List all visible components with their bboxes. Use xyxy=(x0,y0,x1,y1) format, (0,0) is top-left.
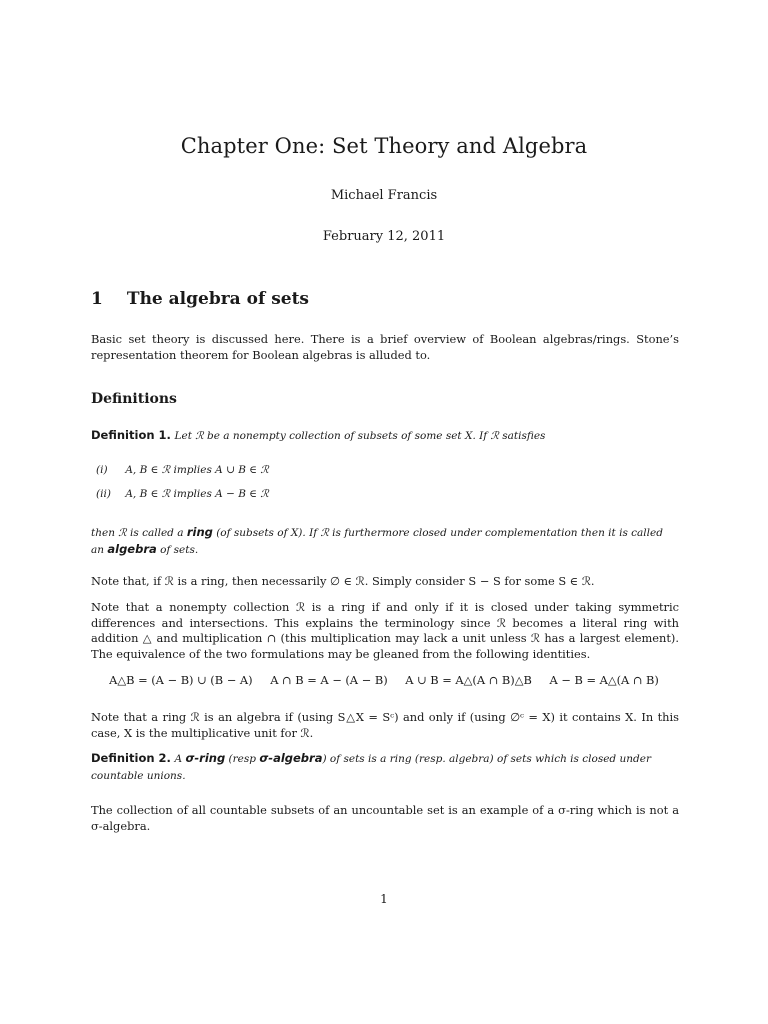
identity: A − B = A△(A ∩ B) xyxy=(549,673,659,687)
author-name: Michael Francis xyxy=(330,188,438,203)
definition-2-label: Definition 2. xyxy=(91,751,171,765)
intro-paragraph: Basic set theory is discussed here. There is a brief overview of Boolean algebras/rings. Stone’s representation theorem for Boolean algebras is alluded to. xyxy=(91,332,679,362)
definition-1 xyxy=(91,428,679,445)
document-title: Chapter One: Set Theory and Algebra xyxy=(180,134,588,158)
term-sigma-ring: σ-ring xyxy=(185,751,226,765)
note-algebra-unit: Note that a ring ℛ is an algebra if (using S△X = Sᶜ) and only if (using ∅ᶜ = X) it contains X. In this case, X is the multiplicative unit for ℛ. xyxy=(91,710,679,740)
section-heading xyxy=(91,289,309,309)
note-ring-equivalence: Note that a nonempty collection ℛ is a ring if and only if it is closed under taking symmetric differences and intersections. This explains the terminology since ℛ becomes a literal ring with addition △ and multiplication ∩ (this multiplication may lack a unit unless ℛ has a largest element). The equivalence of the two formulations may be gleaned from the following identities. xyxy=(91,600,679,661)
item-text: A, B ∈ ℛ implies A − B ∈ ℛ xyxy=(125,488,269,500)
page-number: 1 xyxy=(380,892,388,906)
term-algebra: algebra xyxy=(107,541,157,556)
term-ring: ring xyxy=(186,525,213,539)
identities-display xyxy=(0,673,768,687)
definition-2 xyxy=(91,751,679,784)
note-empty-set: Note that, if ℛ is a ring, then necessarily ∅ ∈ ℛ. Simply consider S − S for some S ∈ ℛ. xyxy=(91,574,595,588)
item-text: A, B ∈ ℛ implies A ∪ B ∈ ℛ xyxy=(125,464,269,476)
def2-text-b: (resp xyxy=(225,753,260,765)
item-label: (ii) xyxy=(96,488,111,500)
def2-text-a: A xyxy=(174,753,186,765)
document-date: February 12, 2011 xyxy=(322,229,446,244)
def2-text-c: ) of sets is a ring (resp. algebra) of sets which is closed under countable unions. xyxy=(91,753,651,782)
identity: A△B = (A − B) ∪ (B − A) xyxy=(109,673,253,687)
section-number: 1 xyxy=(91,289,103,309)
section-title: The algebra of sets xyxy=(126,289,309,309)
term-sigma-algebra: σ-algebra xyxy=(259,751,323,765)
subsection-heading: Definitions xyxy=(91,391,177,407)
conclusion-text-a: then ℛ is called a xyxy=(91,527,187,539)
example-paragraph: The collection of all countable subsets of an uncountable set is an example of a σ-ring which is not a σ-algebra. xyxy=(91,803,679,833)
definition-1-text: Let ℛ be a nonempty collection of subsets of some set X. If ℛ satisfies xyxy=(174,430,546,442)
definition-1-conclusion xyxy=(91,525,679,558)
conclusion-text-b: (of subsets of X). If ℛ is furthermore closed under complementation then it is called an xyxy=(91,527,663,556)
identity: A ∩ B = A − (A − B) xyxy=(270,673,388,687)
item-label: (i) xyxy=(96,464,108,476)
definition-1-item-i xyxy=(96,464,269,476)
definition-1-item-ii xyxy=(96,488,269,500)
definition-1-label: Definition 1. xyxy=(91,428,171,442)
conclusion-text-c: of sets. xyxy=(156,543,199,556)
identity: A ∪ B = A△(A ∩ B)△B xyxy=(405,673,532,687)
